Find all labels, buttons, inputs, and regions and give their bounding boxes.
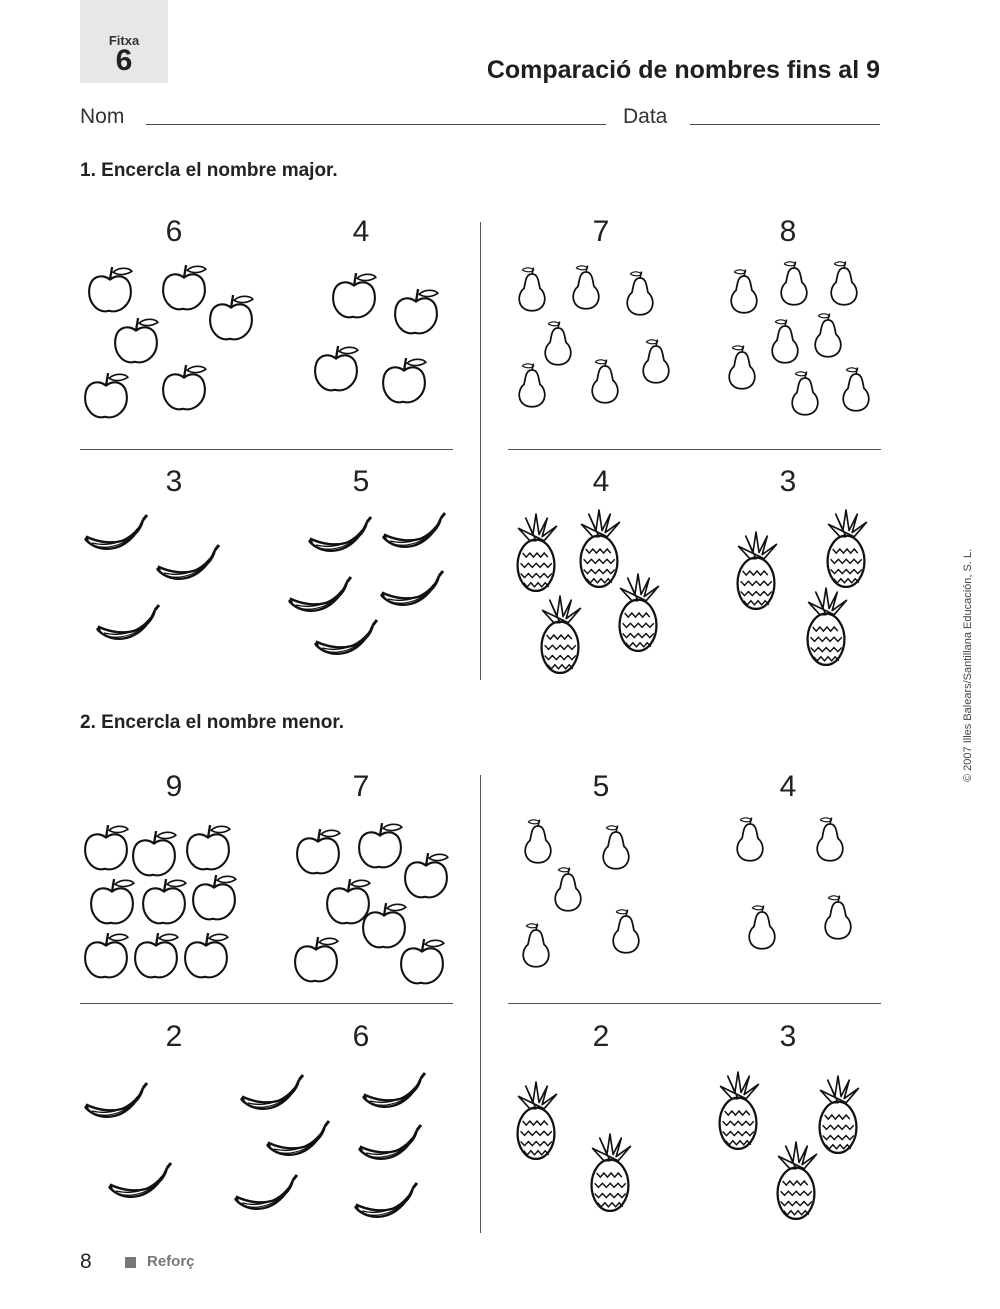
- pear-icon: [585, 358, 625, 406]
- ex1-bananas-left-number[interactable]: 3: [165, 465, 183, 498]
- pear-icon: [512, 362, 552, 410]
- ex2-apples-right-number[interactable]: 7: [352, 770, 370, 803]
- ex1-apples-left-number[interactable]: 6: [165, 215, 183, 248]
- pear-icon: [808, 312, 848, 360]
- banana-icon: [80, 1078, 152, 1128]
- apple-icon: [128, 828, 180, 880]
- pear-icon: [566, 264, 606, 312]
- ex1-divider-right: [508, 449, 881, 450]
- pineapple-icon: [770, 1140, 822, 1222]
- ex1-pineapples-left-number[interactable]: 4: [592, 465, 610, 498]
- apple-icon: [396, 936, 448, 988]
- pear-icon: [516, 922, 556, 970]
- apple-icon: [390, 286, 442, 338]
- exercise-2-instruction: [80, 712, 344, 734]
- pear-icon: [724, 268, 764, 316]
- pineapple-icon: [534, 594, 586, 676]
- banana-icon: [378, 508, 450, 558]
- ex2-bananas-right-number[interactable]: 6: [352, 1020, 370, 1053]
- apple-icon: [354, 820, 406, 872]
- banana-icon: [304, 512, 376, 562]
- pear-icon: [722, 344, 762, 392]
- ex2-pears-left-number[interactable]: 5: [592, 770, 610, 803]
- apple-icon: [80, 930, 132, 982]
- apple-icon: [138, 876, 190, 928]
- copyright-notice: © 2007 Illes Balears/Santillana Educación, S. L.: [962, 548, 974, 782]
- worksheet-tab: [80, 0, 168, 83]
- pear-icon: [636, 338, 676, 386]
- apple-icon: [400, 850, 452, 902]
- apple-icon: [310, 343, 362, 395]
- banana-icon: [236, 1070, 308, 1120]
- ex2-bananas-left-number[interactable]: 2: [165, 1020, 183, 1053]
- ex1-pears-left-number[interactable]: 7: [592, 215, 610, 248]
- pear-icon: [538, 320, 578, 368]
- ex1-pineapples-right-number[interactable]: 3: [779, 465, 797, 498]
- pineapple-icon: [800, 586, 852, 668]
- apple-icon: [182, 822, 234, 874]
- pineapple-icon: [510, 512, 562, 594]
- ex1-pears-right-number[interactable]: 8: [779, 215, 797, 248]
- pear-icon: [606, 908, 646, 956]
- apple-icon: [84, 264, 136, 316]
- worksheet-tab-label: Fitxa: [108, 33, 140, 48]
- date-field-line[interactable]: [690, 124, 880, 125]
- exercise-1-text: Encercla el nombre major.: [101, 160, 338, 181]
- apple-icon: [80, 822, 132, 874]
- pear-icon: [596, 824, 636, 872]
- banana-icon: [262, 1116, 334, 1166]
- pear-icon: [518, 818, 558, 866]
- ex2-apples-left-number[interactable]: 9: [165, 770, 183, 803]
- apple-icon: [130, 930, 182, 982]
- apple-icon: [158, 262, 210, 314]
- ex1-bananas-right-number[interactable]: 5: [352, 465, 370, 498]
- pear-icon: [774, 260, 814, 308]
- section-label: Reforç: [147, 1253, 195, 1270]
- banana-icon: [80, 510, 152, 560]
- exercise-1-instruction: [80, 160, 338, 182]
- exercise-1-number: 1.: [80, 160, 96, 181]
- banana-icon: [354, 1120, 426, 1170]
- banana-icon: [310, 615, 382, 665]
- ex1-divider-left: [80, 449, 453, 450]
- date-label: Data: [623, 105, 668, 128]
- page-title: Comparació de nombres fins al 9: [486, 56, 880, 84]
- banana-icon: [358, 1068, 430, 1118]
- exercise-2-text: Encercla el nombre menor.: [101, 712, 345, 733]
- pear-icon: [512, 266, 552, 314]
- banana-icon: [104, 1158, 176, 1208]
- apple-icon: [378, 355, 430, 407]
- banana-icon: [376, 566, 448, 616]
- ex2-pineapples-left-number[interactable]: 2: [592, 1020, 610, 1053]
- apple-icon: [290, 934, 342, 986]
- pear-icon: [765, 318, 805, 366]
- ex1-apples-right-number[interactable]: 4: [352, 215, 370, 248]
- banana-icon: [350, 1178, 422, 1228]
- ex2-pears-right-number[interactable]: 4: [779, 770, 797, 803]
- pear-icon: [818, 894, 858, 942]
- apple-icon: [110, 315, 162, 367]
- apple-icon: [328, 270, 380, 322]
- pear-icon: [810, 816, 850, 864]
- ex2-pineapples-right-number[interactable]: 3: [779, 1020, 797, 1053]
- apple-icon: [180, 930, 232, 982]
- pear-icon: [730, 816, 770, 864]
- pineapple-icon: [612, 572, 664, 654]
- pineapple-icon: [820, 508, 872, 590]
- ex2-divider-left: [80, 1003, 453, 1004]
- name-field-line[interactable]: [146, 124, 606, 125]
- pineapple-icon: [584, 1132, 636, 1214]
- apple-icon: [292, 826, 344, 878]
- banana-icon: [92, 600, 164, 650]
- apple-icon: [158, 362, 210, 414]
- section-marker: [125, 1257, 136, 1268]
- apple-icon: [86, 876, 138, 928]
- apple-icon: [80, 370, 132, 422]
- page-number: 8: [80, 1250, 92, 1273]
- ex2-divider-right: [508, 1003, 881, 1004]
- apple-icon: [205, 292, 257, 344]
- pineapple-icon: [510, 1080, 562, 1162]
- banana-icon: [152, 540, 224, 590]
- pineapple-icon: [730, 530, 782, 612]
- ex1-vertical-divider: [480, 222, 481, 680]
- pear-icon: [785, 370, 825, 418]
- banana-icon: [230, 1170, 302, 1220]
- pear-icon: [742, 904, 782, 952]
- pineapple-icon: [712, 1070, 764, 1152]
- pear-icon: [824, 260, 864, 308]
- pear-icon: [836, 366, 876, 414]
- apple-icon: [188, 872, 240, 924]
- exercise-2-number: 2.: [80, 712, 96, 733]
- pear-icon: [548, 866, 588, 914]
- ex2-vertical-divider: [480, 775, 481, 1233]
- worksheet-number: 6: [115, 44, 133, 77]
- name-label: Nom: [80, 105, 125, 128]
- pear-icon: [620, 270, 660, 318]
